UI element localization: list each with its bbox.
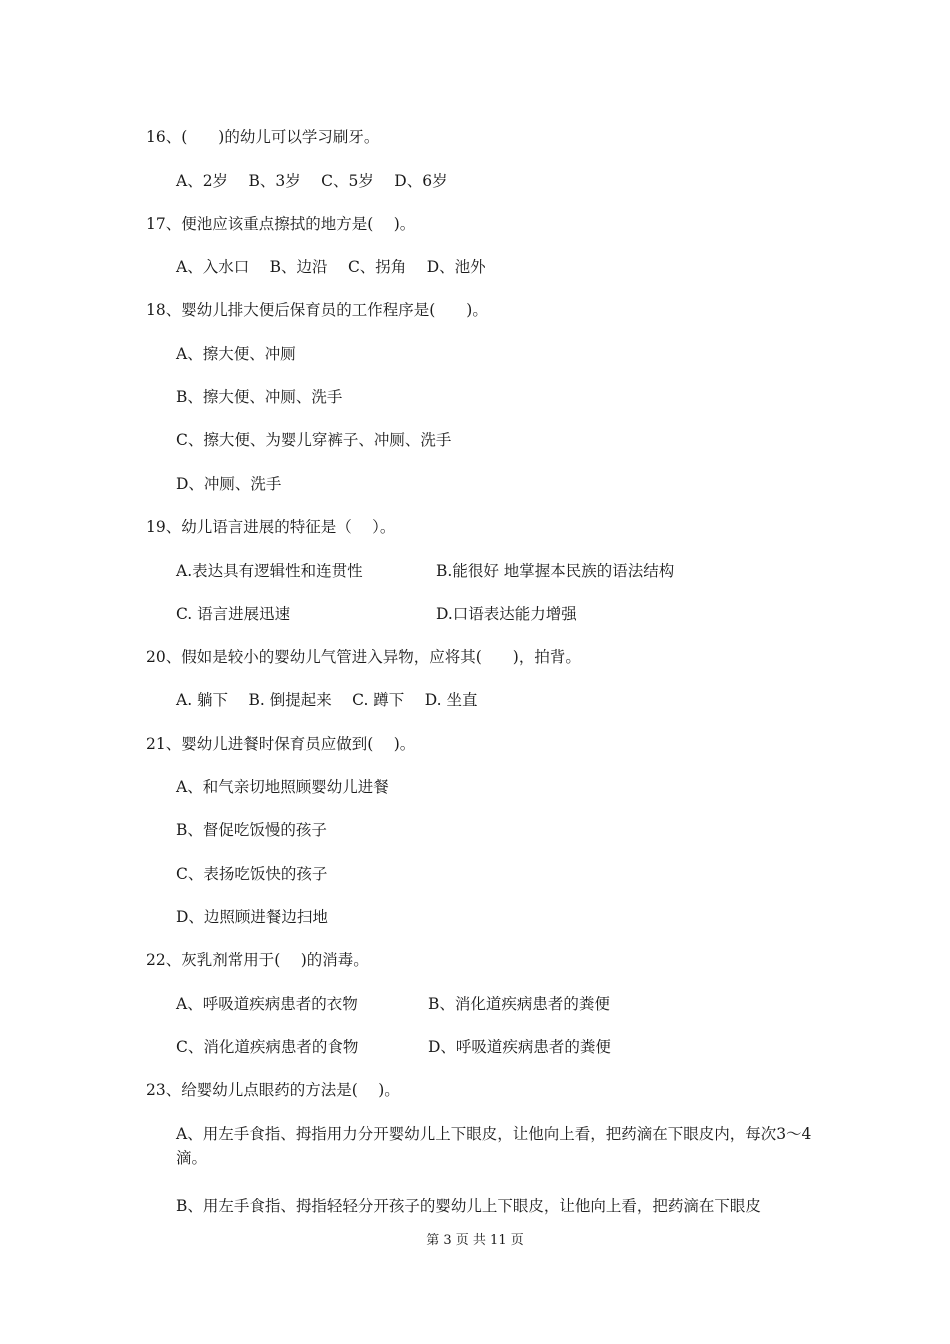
question-18-option-d: D、冲厕、洗手 [176,475,282,493]
question-19-option-a: A.表达具有逻辑性和连贯性 [176,562,363,580]
question-18-option-a: A、擦大便、冲厕 [176,345,296,363]
question-20-options: A. 躺下 B. 倒提起来 C. 蹲下 D. 坐直 [176,691,478,709]
question-21-option-c: C、表扬吃饭快的孩子 [176,865,328,883]
question-19-stem: 19、幼儿语言进展的特征是（ ）。 [146,518,396,536]
question-18-option-b: B、擦大便、冲厕、洗手 [176,388,343,406]
question-18-option-c: C、擦大便、为婴儿穿裤子、冲厕、洗手 [176,431,452,449]
question-22-option-d: D、呼吸道疾病患者的粪便 [428,1038,611,1056]
question-22-stem: 22、灰乳剂常用于( )的消毒。 [146,951,369,969]
question-21-option-b: B、督促吃饭慢的孩子 [176,821,327,839]
question-23-option-a: A、用左手食指、拇指用力分开婴幼儿上下眼皮，让他向上看，把药滴在下眼皮内，每次3～4滴。 [176,1125,812,1167]
question-19-option-b: B.能很好 地掌握本民族的语法结构 [436,562,675,580]
question-21-option-a: A、和气亲切地照顾婴幼儿进餐 [176,778,389,796]
question-22-option-b: B、消化道疾病患者的粪便 [428,995,610,1013]
question-20-stem: 20、假如是较小的婴幼儿气管进入异物，应将其( )，拍背。 [146,648,581,666]
question-17-stem: 17、便池应该重点擦拭的地方是( )。 [146,215,416,233]
question-18-stem: 18、婴幼儿排大便后保育员的工作程序是( )。 [146,301,488,319]
question-23-stem: 23、给婴幼儿点眼药的方法是( )。 [146,1081,400,1099]
page-footer: 第 3 页 共 11 页 [426,1233,524,1248]
question-22-option-a: A、呼吸道疾病患者的衣物 [176,995,358,1013]
question-19-option-d: D.口语表达能力增强 [436,605,577,623]
question-19-option-c: C. 语言进展迅速 [176,605,291,623]
question-16-stem: 16、( )的幼儿可以学习刷牙。 [146,128,380,146]
question-23-option-b: B、用左手食指、拇指轻轻分开孩子的婴幼儿上下眼皮，让他向上看，把药滴在下眼皮 [176,1197,761,1215]
question-16-options: A、2岁 B、3岁 C、5岁 D、6岁 [176,172,448,190]
question-17-options: A、入水口 B、边沿 C、拐角 D、池外 [176,258,486,276]
question-21-stem: 21、婴幼儿进餐时保育员应做到( )。 [146,735,416,753]
question-21-option-d: D、边照顾进餐边扫地 [176,908,328,926]
question-22-option-c: C、消化道疾病患者的食物 [176,1038,359,1056]
